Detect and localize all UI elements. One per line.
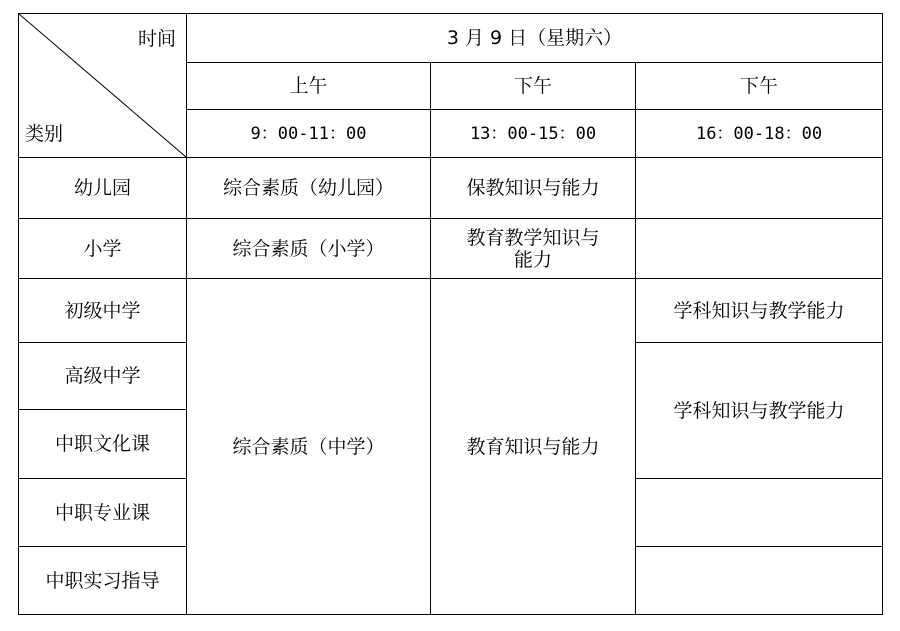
subject-secondary-morning: 综合素质（中学） [187,279,431,615]
time-morning: 9：00-11：00 [187,110,431,158]
empty-cell [636,219,883,279]
category-header-label: 类别 [25,123,64,145]
category-vocational-professional: 中职专业课 [19,479,187,547]
subject-primary-afternoon [431,219,636,279]
subject-kindergarten-morning: 综合素质（幼儿园） [187,158,431,219]
category-kindergarten: 幼儿园 [19,158,187,219]
time-afternoon-1: 13：00-15：00 [431,110,636,158]
time-afternoon-2: 16：00-18：00 [636,110,883,158]
subject-primary-afternoon-line1: 教育教学知识与 [466,226,600,249]
date-header: 3 月 9 日（星期六） [187,14,883,63]
period-morning: 上午 [187,63,431,110]
empty-cell [636,158,883,219]
header-corner-cell [19,14,187,158]
period-afternoon-1: 下午 [431,63,636,110]
empty-cell [636,547,883,615]
empty-cell [636,479,883,547]
subject-primary-morning: 综合素质（小学） [187,219,431,279]
category-primary: 小学 [19,219,187,279]
subject-kindergarten-afternoon: 保教知识与能力 [431,158,636,219]
category-senior-high: 高级中学 [19,343,187,410]
subject-primary-afternoon-line2: 能力 [513,248,552,271]
subject-senior-vocational-afternoon-2: 学科知识与教学能力 [636,343,883,479]
subject-secondary-afternoon: 教育知识与能力 [431,279,636,615]
category-vocational-internship: 中职实习指导 [19,547,187,615]
category-vocational-culture: 中职文化课 [19,410,187,479]
time-header-label: 时间 [137,28,176,50]
period-afternoon-2: 下午 [636,63,883,110]
exam-schedule-table [18,13,883,615]
category-junior-middle: 初级中学 [19,279,187,343]
subject-junior-afternoon-2: 学科知识与教学能力 [636,279,883,343]
